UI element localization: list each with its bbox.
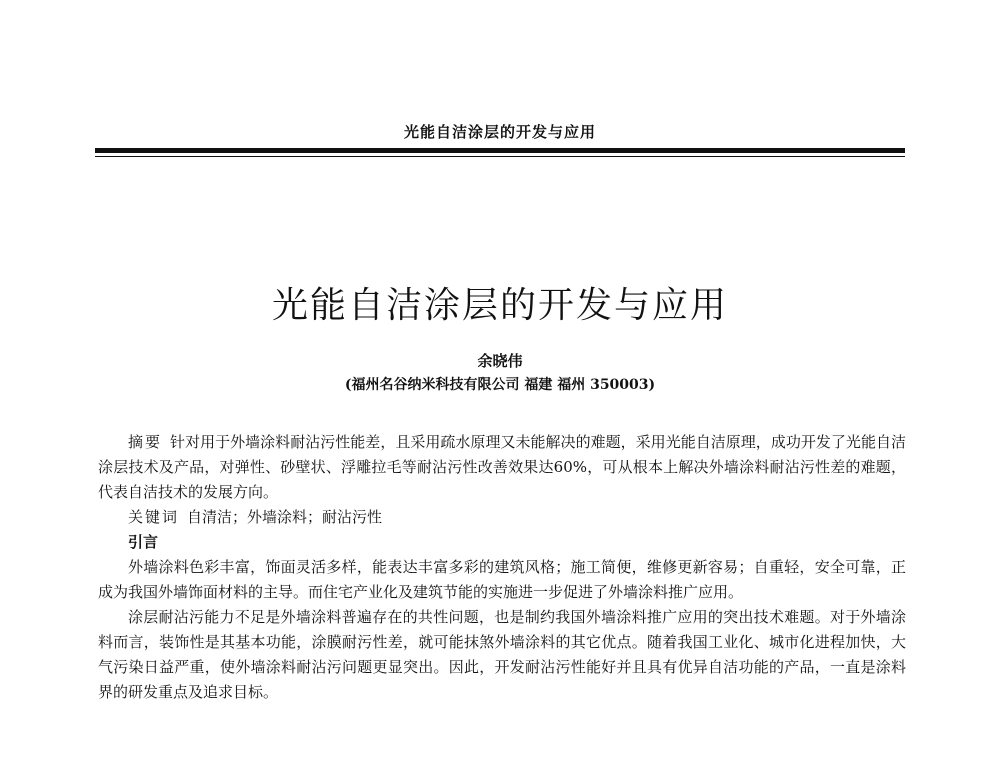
header-rule-thin bbox=[95, 156, 905, 157]
paragraph: 外墙涂料色彩丰富，饰面灵活多样，能表达丰富多彩的建筑风格；施工简便，维修更新容易；自重轻，安全可靠，正成为我国外墙饰面材料的主导。而住宅产业化及建筑节能的实施进一步促进了外墙涂料推广应用。 bbox=[98, 558, 906, 601]
paper-body bbox=[98, 430, 906, 705]
abstract-text: 针对用于外墙涂料耐沾污性能差，且采用疏水原理又未能解决的难题，采用光能自洁原理，成功开发了光能自洁涂层技术及产品，对弹性、砂壁状、浮雕拉毛等耐沾污性改善效果达60%，可从根本上解决外墙涂料耐沾污性差的难题，代表自洁技术的发展方向。 bbox=[98, 433, 906, 501]
abstract-label: 摘要 bbox=[128, 433, 163, 451]
keywords-text: 自清洁；外墙涂料；耐沾污性 bbox=[187, 508, 383, 526]
keywords bbox=[98, 505, 906, 530]
header-rule-thick bbox=[95, 148, 905, 153]
author-name: 余晓伟 bbox=[477, 352, 523, 370]
author-affiliation: (福州名谷纳米科技有限公司 福建 福州 350003) bbox=[344, 377, 656, 393]
abstract bbox=[98, 430, 906, 505]
section-heading-intro: 引言 bbox=[128, 533, 159, 551]
keywords-label: 关键词 bbox=[128, 508, 180, 526]
running-head: 光能自洁涂层的开发与应用 bbox=[403, 123, 596, 141]
paper-title: 光能自洁涂层的开发与应用 bbox=[271, 285, 728, 326]
paragraph: 涂层耐沾污能力不足是外墙涂料普遍存在的共性问题，也是制约我国外墙涂料推广应用的突出技术难题。对于外墙涂料而言，装饰性是其基本功能，涂膜耐污性差，就可能抹煞外墙涂料的其它优点。随着我国工业化、城市化进程加快，大气污染日益严重，使外墙涂料耐沾污问题更显突出。因此，开发耐沾污性能好并且具有优异自洁功能的产品，一直是涂料界的研发重点及追求目标。 bbox=[98, 608, 906, 701]
